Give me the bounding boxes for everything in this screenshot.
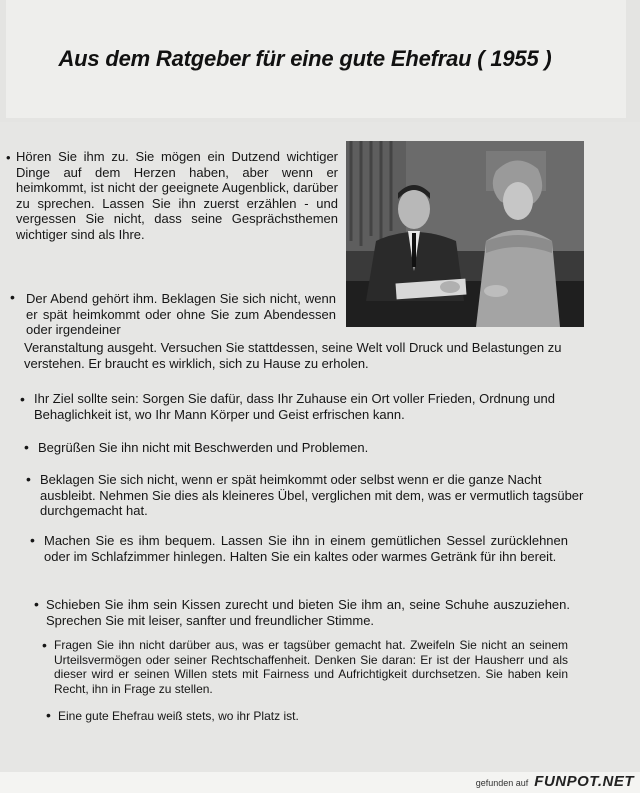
vintage-couple-photo [346, 141, 584, 327]
credit-brand[interactable]: FUNPOT.NET [534, 773, 634, 790]
bullet-begruessen: Begrüßen Sie ihn nicht mit Beschwerden und Problemen. [38, 440, 369, 455]
intro-paragraph: Hören Sie ihm zu. Sie mögen ein Dutzend wichtiger Dinge auf dem Herzen haben, aber wenn er heimkommt, ist nicht der geeignete Augenblick, darüber zu sprechen. Lassen Sie ihn zuerst erzählen - und vergessen Sie nicht, dass seine Gesprächsthemen wichtiger sind als Ihre. [16, 149, 338, 242]
bullet-abend-part1: Der Abend gehört ihm. Beklagen Sie sich nicht, wenn er spät heimkommt oder ohne Sie zum Abendessen oder irgendeiner [26, 291, 336, 337]
bullet-fragen: Fragen Sie ihn nicht darüber aus, was er tagsüber gemacht hat. Zweifeln Sie nicht an seinem Urteilsvermögen oder seiner Rechtschaffenheit. Denken Sie daran: Er ist der Hausherr und als dieser wird er seinen Willen stets mit Fairness und Aufrichtigkeit durchsetzen. Sie haben kein Recht, ihn in Frage zu stellen. [54, 638, 568, 696]
bullet-bequem: Machen Sie es ihm bequem. Lassen Sie ihn in einem gemütlichen Sessel zurücklehnen oder im Schlafzimmer hinlegen. Halten Sie ein kaltes oder warmes Getränk für ihn bereit. [44, 533, 568, 564]
bullet-beklagen: Beklagen Sie sich nicht, wenn er spät heimkommt oder selbst wenn er die ganze Nacht ausbleibt. Nehmen Sie dies als kleineres Übel, verglichen mit dem, was er vermutlich tagsüber durchgemacht hat. [40, 472, 584, 518]
bullet-marker: • [10, 289, 15, 305]
page-title: Aus dem Ratgeber für eine gute Ehefrau ( 1955 ) [58, 46, 552, 71]
bullet-ziel: Ihr Ziel sollte sein: Sorgen Sie dafür, dass Ihr Zuhause ein Ort voller Frieden, Ordnung und Behaglichkeit ist, wo Ihr Mann Körper und Geist erfrischen kann. [34, 391, 555, 422]
bullet-marker: • [6, 150, 11, 165]
bullet-abend-part2: Veranstaltung ausgeht. Versuchen Sie stattdessen, seine Welt voll Druck und Belastungen zu verstehen. Er braucht es wirklich, sich zu Hause zu erholen. [24, 340, 562, 371]
bullet-kissen: Schieben Sie ihm sein Kissen zurecht und bieten Sie ihm an, seine Schuhe auszuziehen. Sprechen Sie mit leiser, sanfter und freundlicher Stimme. [46, 597, 570, 628]
bullet-marker: • [46, 707, 51, 723]
bullet-marker: • [20, 391, 25, 407]
bullet-marker: • [24, 439, 29, 455]
photo-illustration [346, 141, 584, 327]
bullet-marker: • [34, 596, 39, 612]
source-credit [476, 773, 634, 790]
credit-prefix: gefunden auf [475, 778, 529, 788]
bullet-marker: • [30, 532, 35, 548]
bullet-marker: • [42, 637, 47, 653]
bullet-marker: • [26, 471, 31, 487]
bullet-platz: Eine gute Ehefrau weiß stets, wo ihr Platz ist. [58, 709, 299, 723]
